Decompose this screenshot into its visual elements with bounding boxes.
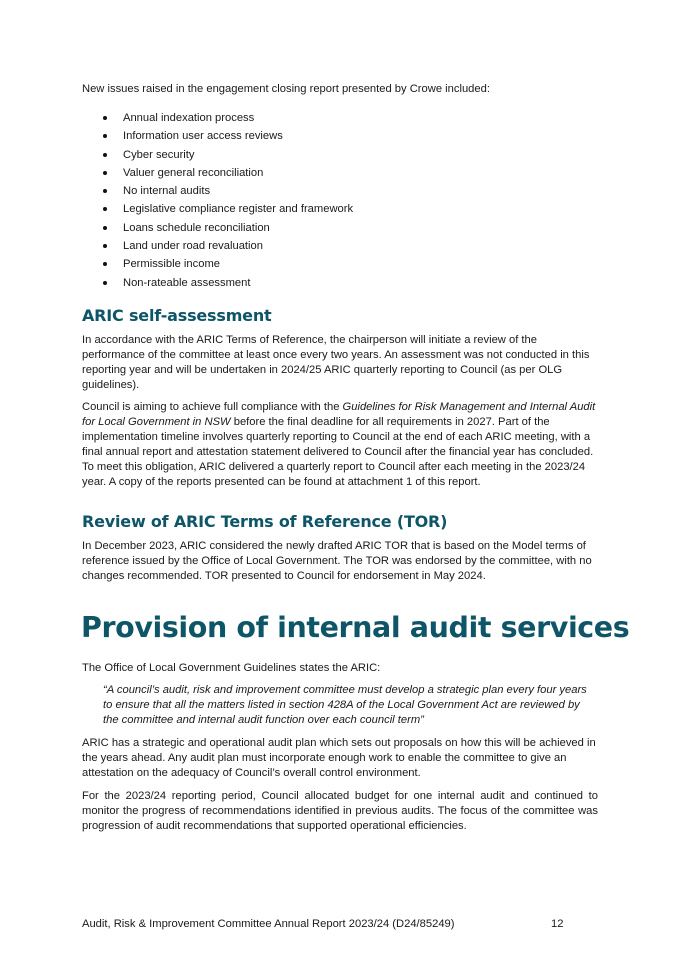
list-item: Permissible income [82,257,353,275]
issues-list [82,111,353,294]
page-number: 12 [551,918,564,930]
footer-title: Audit, Risk & Improvement Committee Annual Report 2023/24 (D24/85249) [82,918,455,930]
internal-audit-intro: The Office of Local Government Guidelines states the ARIC: [82,662,381,674]
guidelines-title: Guidelines for Risk Management and Internal Audit for Local Government in NSW [82,401,596,428]
bullet-icon [103,171,107,175]
list-item: Information user access reviews [82,129,353,147]
bullet-icon [103,207,107,211]
bullet-icon [103,116,107,120]
guidelines-quote: “A council’s audit, risk and improvement committee must develop a strategic plan every four years to ensure that all the matters listed in section 428A of the Local Government Act are reviewed by the committee and internal audit function over each council term” [103,684,587,726]
page-section-title: Provision of internal audit services [81,611,630,644]
self-assessment-paragraph-1: In accordance with the ARIC Terms of Reference, the chairperson will initiate a review of the performance of the committee at least once every two years. An assessment was not conducted in this reporting year and will be undertaken in 2024/25 ARIC quarterly reporting to Council (as per OLG guidelines). [82,334,590,391]
bullet-icon [103,281,107,285]
bullet-icon [103,262,107,266]
tor-review-paragraph: In December 2023, ARIC considered the newly drafted ARIC TOR that is based on the Model terms of reference issued by the Office of Local Government. The TOR was endorsed by the committee, with no changes recommended. TOR presented to Council for endorsement in May 2024. [82,540,592,582]
list-item: Non-rateable assessment [82,276,353,294]
bullet-icon [103,189,107,193]
bullet-icon [103,244,107,248]
bullet-icon [103,226,107,230]
list-item: Land under road revaluation [82,239,353,257]
list-item: Cyber security [82,148,353,166]
list-item: Legislative compliance register and framework [82,202,353,220]
section-heading-self-assessment: ARIC self-assessment [82,306,272,325]
section-heading-tor-review: Review of ARIC Terms of Reference (TOR) [82,512,448,531]
internal-audit-paragraph-3: For the 2023/24 reporting period, Council allocated budget for one internal audit and continued to monitor the progress of recommendations identified in previous audits. The focus of the committee was progression of audit recommendations that supported operational efficiencies. [82,790,598,832]
bullet-icon [103,134,107,138]
list-item: No internal audits [82,184,353,202]
internal-audit-paragraph-2: ARIC has a strategic and operational audit plan which sets out proposals on how this will be achieved in the years ahead. Any audit plan must incorporate enough work to enable the committee to give an attestation on the adequacy of Council’s overall control environment. [82,737,596,779]
list-item: Loans schedule reconciliation [82,221,353,239]
list-item: Annual indexation process [82,111,353,129]
intro-paragraph: New issues raised in the engagement closing report presented by Crowe included: [82,83,490,95]
bullet-icon [103,153,107,157]
self-assessment-paragraph-2: Council is aiming to achieve full compliance with the Guidelines for Risk Management and Internal Audit for Local Government in NSW before the final deadline for all requirements in 2027. Part of the implementation timeline involves quarterly reporting to Council at the end of each ARIC meeting, with a final annual report and attestation statement delivered to Council after the financial year has concluded. To meet this obligation, ARIC delivered a quarterly report to Council after each meeting in the 2023/24 year. A copy of the reports presented can be found at attachment 1 of this report. [82,401,596,488]
list-item: Valuer general reconciliation [82,166,353,184]
